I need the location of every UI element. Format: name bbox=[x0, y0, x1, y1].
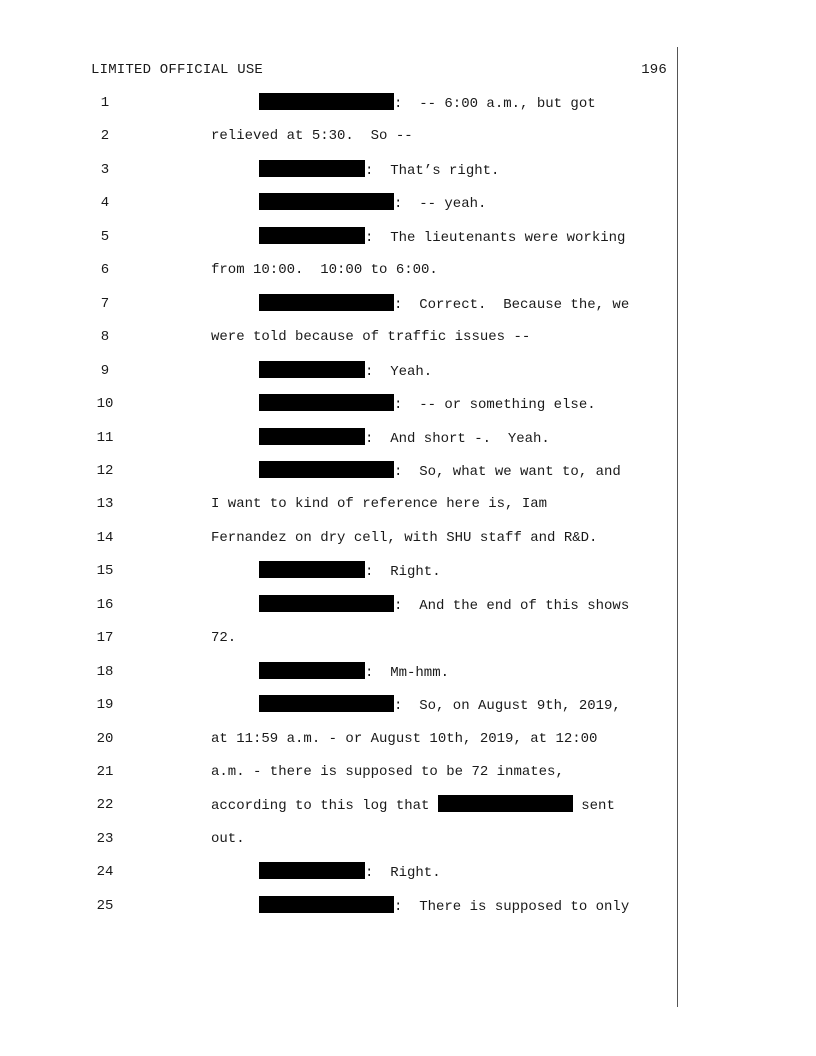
redaction-box bbox=[259, 561, 365, 578]
line-text bbox=[259, 294, 629, 315]
transcript-line bbox=[0, 862, 680, 882]
transcript-line bbox=[0, 394, 680, 414]
line-number: 8 bbox=[100, 329, 110, 346]
transcript-line bbox=[0, 695, 680, 715]
line-text bbox=[259, 361, 432, 382]
line-text-after: sent bbox=[572, 798, 615, 815]
line-text-content: were told because of traffic issues -- bbox=[211, 329, 531, 346]
line-number: 9 bbox=[100, 362, 110, 379]
line-text-content: : So, what we want to, and bbox=[394, 463, 621, 480]
line-text bbox=[259, 193, 486, 214]
line-text bbox=[259, 862, 441, 883]
line-text bbox=[259, 561, 441, 582]
line-text bbox=[259, 595, 629, 616]
redaction-box bbox=[259, 361, 365, 378]
redaction-box bbox=[259, 461, 394, 478]
redaction-box bbox=[259, 595, 394, 612]
transcript-line bbox=[0, 428, 680, 448]
line-text bbox=[211, 126, 413, 146]
line-number: 10 bbox=[96, 396, 114, 413]
redaction-box bbox=[259, 662, 365, 679]
line-number: 3 bbox=[100, 161, 110, 178]
transcript-line bbox=[0, 662, 680, 682]
line-text-content: out. bbox=[211, 830, 245, 847]
line-text bbox=[211, 494, 547, 514]
line-number: 7 bbox=[100, 295, 110, 312]
transcript-line bbox=[0, 126, 680, 146]
page-number: 196 bbox=[641, 62, 667, 78]
line-text-content: from 10:00. 10:00 to 6:00. bbox=[211, 262, 438, 279]
redaction-box bbox=[259, 862, 365, 879]
redaction-box bbox=[259, 193, 394, 210]
line-text-content: : Mm-hmm. bbox=[365, 664, 450, 681]
line-text bbox=[211, 628, 236, 648]
redaction-box bbox=[259, 294, 394, 311]
transcript-line bbox=[0, 729, 680, 749]
redaction-box bbox=[259, 394, 394, 411]
line-number: 25 bbox=[96, 897, 114, 914]
transcript-line bbox=[0, 762, 680, 782]
transcript-line bbox=[0, 896, 680, 916]
redaction-box bbox=[438, 795, 573, 812]
line-text-content: a.m. - there is supposed to be 72 inmates, bbox=[211, 764, 564, 780]
transcript-line bbox=[0, 93, 680, 113]
redaction-box bbox=[259, 896, 394, 913]
line-number: 24 bbox=[96, 864, 114, 881]
line-number: 12 bbox=[96, 462, 114, 479]
transcript-line bbox=[0, 361, 680, 381]
redaction-box bbox=[259, 93, 394, 110]
line-number: 15 bbox=[96, 563, 114, 580]
transcript-line bbox=[0, 193, 680, 213]
transcript-line bbox=[0, 227, 680, 247]
line-text-content: : The lieutenants were working bbox=[365, 229, 626, 246]
line-number: 6 bbox=[100, 262, 110, 279]
line-number: 18 bbox=[96, 663, 114, 680]
transcript-line bbox=[0, 795, 680, 815]
line-number: 14 bbox=[96, 529, 114, 546]
line-text-content: : Right. bbox=[365, 865, 441, 882]
redaction-box bbox=[259, 428, 365, 445]
redaction-box bbox=[259, 160, 365, 177]
transcript-line bbox=[0, 628, 680, 648]
redaction-box bbox=[259, 695, 394, 712]
line-text-content: relieved at 5:30. So -- bbox=[211, 128, 413, 145]
transcript-line bbox=[0, 595, 680, 615]
line-number: 23 bbox=[96, 830, 114, 847]
transcript-line bbox=[0, 528, 680, 548]
transcript-line bbox=[0, 461, 680, 481]
transcript-line bbox=[0, 160, 680, 180]
line-number: 11 bbox=[96, 429, 114, 446]
line-number: 20 bbox=[96, 730, 114, 747]
line-text bbox=[211, 762, 564, 782]
transcript-line bbox=[0, 494, 680, 514]
line-text-content: 72. bbox=[211, 630, 237, 647]
line-number: 19 bbox=[96, 697, 114, 714]
line-text-content: : And short -. Yeah. bbox=[365, 430, 550, 447]
transcript-line bbox=[0, 327, 680, 347]
transcript-line bbox=[0, 829, 680, 849]
line-text-content: I want to kind of reference here is, Iam bbox=[211, 496, 548, 513]
line-number: 21 bbox=[96, 764, 114, 780]
line-text-content: : And the end of this shows bbox=[394, 597, 630, 614]
line-text-content: Fernandez on dry cell, with SHU staff and R&D. bbox=[211, 529, 598, 546]
line-text bbox=[211, 829, 245, 849]
line-text bbox=[259, 896, 629, 917]
line-number: 22 bbox=[96, 797, 114, 814]
line-text-content: : -- 6:00 a.m., but got bbox=[394, 96, 596, 112]
transcript-line bbox=[0, 260, 680, 280]
line-number: 17 bbox=[96, 630, 114, 647]
line-number: 1 bbox=[100, 95, 110, 111]
line-text bbox=[259, 394, 596, 415]
line-text bbox=[211, 327, 530, 347]
classification-marking: LIMITED OFFICIAL USE bbox=[91, 62, 264, 78]
line-text bbox=[211, 260, 438, 280]
line-text bbox=[259, 428, 550, 449]
line-text bbox=[211, 729, 597, 749]
line-text bbox=[259, 461, 621, 482]
line-text bbox=[211, 528, 597, 548]
line-number: 4 bbox=[100, 195, 110, 212]
line-text bbox=[211, 795, 615, 816]
line-text-content: : -- or something else. bbox=[394, 397, 596, 414]
line-text-content: at 11:59 a.m. - or August 10th, 2019, at 12:00 bbox=[211, 730, 598, 747]
line-text-content: : So, on August 9th, 2019, bbox=[394, 698, 621, 715]
line-number: 13 bbox=[96, 496, 114, 513]
line-text bbox=[259, 227, 625, 248]
line-text bbox=[259, 695, 621, 716]
line-text-content: : That’s right. bbox=[365, 162, 500, 179]
line-number: 16 bbox=[96, 596, 114, 613]
line-text-content: : Right. bbox=[365, 564, 441, 581]
line-number: 5 bbox=[100, 228, 110, 245]
line-text bbox=[259, 93, 596, 114]
line-text-content: : -- yeah. bbox=[394, 196, 487, 213]
transcript-line bbox=[0, 294, 680, 314]
line-text-content: according to this log that bbox=[211, 798, 438, 815]
line-number: 2 bbox=[100, 128, 110, 145]
line-text-content: : Correct. Because the, we bbox=[394, 296, 630, 313]
line-text bbox=[259, 662, 449, 683]
redaction-box bbox=[259, 227, 365, 244]
line-text-content: : There is supposed to only bbox=[394, 898, 630, 915]
line-text-content: : Yeah. bbox=[365, 363, 433, 380]
transcript-line bbox=[0, 561, 680, 581]
line-text bbox=[259, 160, 499, 181]
